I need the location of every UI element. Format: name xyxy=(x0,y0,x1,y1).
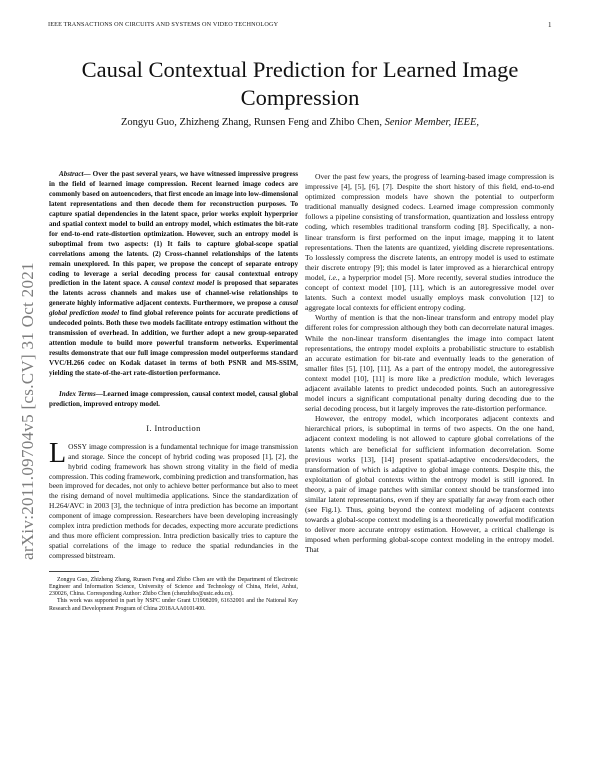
footnote-affiliation: Zongyu Guo, Zhizheng Zhang, Runsen Feng and Zhibo Chen are with the Department of Electronic Engineer and Information Science, University of Science and Technology of China, Hefei, Anhui, 230026, China. Corresponding Author: Zhibo Chen (chenzhibo@ustc.edu.cn). xyxy=(49,576,298,598)
abstract-text: is proposed that separates the latents across channels and makes use of channel-wise relationships to generate highly informative adjacent contexts. Furthermore, we propose a xyxy=(49,279,298,308)
index-terms xyxy=(49,390,298,410)
left-column xyxy=(49,170,298,613)
abstract-label: Abstract xyxy=(59,170,84,178)
paragraph-text: Over the past few years, the progress of learning-based image compression is impressive [4], [5], [6], [7]. Despite the short history of this field, end-to-end optimized compression models have shown the potential to outperform traditional manually designed codecs. Learned image compression commonly follows a pipeline consisting of transformation, quantization and lossless entropy coding, which resembles traditional transform coding [8]. Specifically, a non-linear transform is first performed on the input image, mapping it to latent representations. Then the latents are quantized, yielding discrete representations. To losslessly compress the discrete latents, an entropy model is used to estimate their discrete entropy [9]; this model is later improved as a hierarchical entropy model, xyxy=(305,172,554,282)
abstract-emphasis: causal global prediction model xyxy=(49,299,298,318)
intro-text: image compression is a fundamental technique for image transmission and storage. Since the concept of hybrid coding was proposed [1], [2], the hybrid coding framework has shown strong vitality in the field of media compression. This coding framework, combining prediction and transformation, has been improved for decades, not only to achieve better performance but also to meet the rising demand of novel multimedia applications. Since the standardization of H.264/AVC in 2003 [3], the technique of intra prediction has become an important component of image compression. Researchers have been developing increasingly complex intra prediction methods for decades, expecting more accurate predictions and thus more efficient compression. Intra prediction basically tries to capture the spatial correlations of the image to reduce the spatial redundancies in the compressed bitstream. xyxy=(49,441,298,560)
paragraph-emphasis: prediction xyxy=(439,373,471,383)
paragraph-text: module, which leverages adjacent available latents to predict undecoded points. Such an autoregressive model incurs a significant computational penalty during decoding due to the serial decoding process, but it largely improves the rate-distortion performance. xyxy=(305,373,554,414)
index-terms-label: Index Terms xyxy=(59,390,96,399)
author-membership: Senior Member, IEEE, xyxy=(384,117,480,128)
body-paragraph: However, the entropy model, which incorporates adjacent contexts and hierarchical priors, is suboptimal in terms of two aspects. On the one hand, adjacent context modeling is not allowed to capture global correlations of the latents which are beneficial for sufficient information decorrelation. Some previous works [13], [14] present spatial-adaptive encoders/decoders, the transformation of which is adaptive to global image contents. Despite this, the exploitation of global contexts within the entropy model is still ignored. In theory, a pair of image patches with similar context should be transformed into similar latent representations, even if they are spatially far away from each other (see Fig.1). Thus, going beyond the context modeling of adjacent contexts towards a global-scope context modeling is a theoretically powerful modification to deliver more accurate entropy estimation. However, a critical challenge is imposed when performing global-scope context modeling in the entropy model. That xyxy=(305,414,554,555)
paper-title: Causal Contextual Prediction for Learned Image Compression xyxy=(81,57,519,110)
index-terms-text: —Learned image compression, causal context model, causal global prediction, improved entropy model. xyxy=(49,390,298,408)
arxiv-watermark: arXiv:2011.09704v5 [cs.CV] 31 Oct 2021 xyxy=(18,262,37,560)
body-paragraph xyxy=(305,172,554,313)
paragraph-text: , a hyperprior model [5]. More recently, several studies introduce the concept of context model [10], [11], which is an autoregressive model over latents. Such a context model usually employs mask convolution [12] to aggregate local contexts for efficient entropy coding. xyxy=(305,272,554,313)
footnote-rule xyxy=(49,571,99,572)
abstract-text: to find global reference points for accurate predictions of undecoded points. Both these two models facilitate entropy estimation without the transmission of overhead. In addition, we further adopt a new group-separated attention module to build more powerful transform networks. Experimental results demonstrate that our full image compression model outperforms standard VVC/H.266 codec on Kodak dataset in terms of both PSNR and MS-SSIM, yielding the state-of-the-art rate-distortion performance. xyxy=(49,309,298,378)
abstract-text: — Over the past several years, we have witnessed impressive progress in the field of learned image compression. Recent learned image codecs are commonly based on autoencoders, that first encode an image into low-dimensional latent representations and then decode them for reconstruction purposes. To capture spatial dependencies in the latent space, prior works exploit hyperprior and spatial context model to build an entropy model, which estimates the bit-rate for end-to-end rate-distortion optimization. However, such an entropy model is suboptimal from two aspects: (1) It fails to capture global-scope spatial correlations among the latents. (2) Cross-channel relationships of the latents remain unexplored. In this paper, we propose the concept of separate entropy coding to leverage a serial decoding process for causal contextual entropy prediction in the latent space. A xyxy=(49,170,298,288)
body-paragraph xyxy=(305,313,554,414)
footnote-funding: This work was supported in part by NSFC under Grant U1908209, 61632001 and the National Key Research and Development Program of China 2018AAA0101400. xyxy=(49,598,298,612)
section-heading: I. Introduction xyxy=(146,423,201,433)
paragraph-text: Worthy of mention is that the non-linear transform and entropy model play different roles for compression although they both can decorrelate natural images. While the non-linear transform disentangles the image into compact latent representations, the entropy model exploits a probabilistic structure to establish an accurate estimation for bit-rate and eventually leads to the generation of smaller files [5], [10], [11]. As a part of the entropy model, the autoregressive context model [10], [11] is more like a xyxy=(305,313,554,383)
author-line xyxy=(40,117,560,128)
abstract xyxy=(49,170,298,379)
paragraph-emphasis: i.e. xyxy=(328,272,338,282)
lead-word: OSSY xyxy=(68,441,88,451)
abstract-emphasis: causal context model xyxy=(151,279,215,288)
drop-cap: L xyxy=(49,437,67,469)
page-number: 1 xyxy=(548,21,552,29)
journal-header: IEEE TRANSACTIONS ON CIRCUITS AND SYSTEMS ON VIDEO TECHNOLOGY xyxy=(48,21,279,28)
author-names: Zongyu Guo, Zhizheng Zhang, Runsen Feng and Zhibo Chen, xyxy=(120,117,382,128)
right-column xyxy=(305,172,554,556)
intro-paragraph xyxy=(49,437,298,561)
